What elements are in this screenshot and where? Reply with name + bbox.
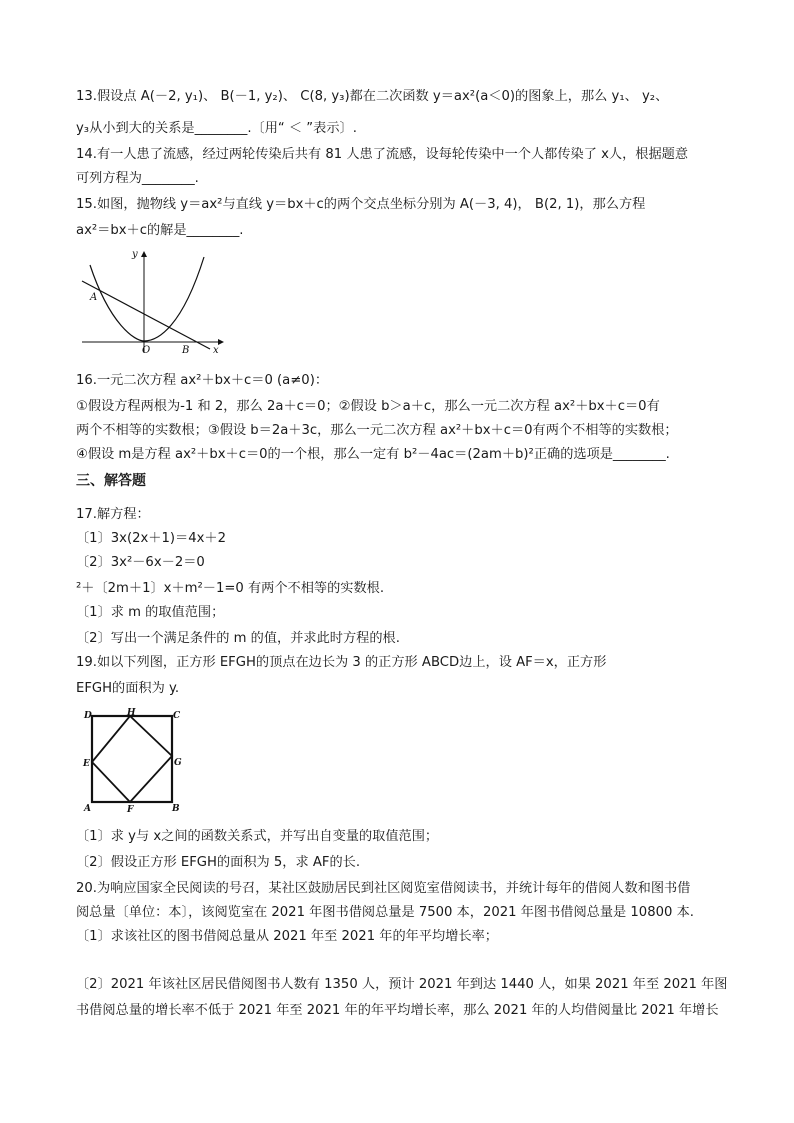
q16-line-1: 16.一元二次方程 ax²＋bx＋c＝0 (a≠0)： <box>76 373 329 388</box>
q15-line-1: 15.如图，抛物线 y＝ax²与直线 y＝bx＋c的两个交点坐标分别为 A(－3, 4)， B(2, 1)，那么方程 <box>76 197 646 212</box>
q16-line-4: ④假设 m是方程 ax²＋bx＋c＝0的一个根，那么一定有 b²－4ac＝(2am＋b)²正确的选项是________. <box>76 447 670 462</box>
section-heading: 三、解答题 <box>76 473 146 489</box>
label-c: C <box>173 711 181 721</box>
q16-line-3: 两个不相等的实数根；③假设 b＝2a＋3c，那么一元二次方程 ax²＋bx＋c＝0有两个不相等的实数根； <box>76 423 678 438</box>
q19-figure <box>82 706 186 814</box>
q14-line-1: 14.有一人患了流感，经过两轮传染后共有 81 人患了流感，设每轮传染中一个人都传染了 x人，根据题意 <box>76 147 689 162</box>
label-h: H <box>127 708 136 718</box>
q19-line-2: EFGH的面积为 y. <box>76 681 180 696</box>
q18-part-2: 〔2〕写出一个满足条件的 m 的值，并求此时方程的根. <box>76 631 400 646</box>
label-a: A <box>84 804 91 814</box>
q17-part-2: 〔2〕3x²－6x－2＝0 <box>76 555 205 570</box>
q19-part-1: 〔1〕求 y与 x之间的函数关系式，并写出自变量的取值范围； <box>76 829 439 844</box>
q18-part-1: 〔1〕求 m 的取值范围； <box>76 605 225 620</box>
q20-part-1: 〔1〕求该社区的图书借阅总量从 2021 年至 2021 年的年平均增长率； <box>76 929 498 944</box>
q20-line-1: 20.为响应国家全民阅读的号召，某社区鼓励居民到社区阅览室借阅读书，并统计每年的借阅人数和图书借 <box>76 881 691 896</box>
q13-line-2: y₃从小到大的关系是________.〔用“ ＜ ”表示〕. <box>76 121 357 136</box>
y-axis-label: y <box>132 249 138 260</box>
origin-label: O <box>142 345 151 355</box>
q20-part-2-line-1: 〔2〕2021 年该社区居民借阅图书人数有 1350 人，预计 2021 年到达 1440 人，如果 2021 年至 2021 年图 <box>76 977 728 992</box>
q14-line-2: 可列方程为________. <box>76 171 199 186</box>
label-e: E <box>83 759 90 769</box>
q18-stem: ²＋〔2m＋1〕x＋m²－1=0 有两个不相等的实数根. <box>76 581 385 596</box>
label-g: G <box>174 758 182 768</box>
point-a-label: A <box>90 292 98 303</box>
q17-title: 17.解方程： <box>76 507 150 522</box>
q15-figure <box>80 245 230 355</box>
label-b: B <box>172 804 180 814</box>
q20-line-2: 阅总量〔单位：本〕，该阅览室在 2021 年图书借阅总量是 7500 本，2021 年图书借阅总量是 10800 本. <box>76 905 694 920</box>
q16-line-2: ①假设方程两根为-1 和 2，那么 2a＋c＝0；②假设 b＞a＋c，那么一元二次方程 ax²＋bx＋c＝0有 <box>76 399 660 414</box>
label-f: F <box>127 805 134 814</box>
point-b-label: B <box>182 345 190 355</box>
q13-line-1: 13.假设点 A(－2, y₁)、 B(－1, y₂)、 C(8, y₃)都在二次函数 y＝ax²(a＜0)的图象上，那么 y₁、 y₂、 <box>76 89 669 104</box>
q19-part-2: 〔2〕假设正方形 EFGH的面积为 5，求 AF的长. <box>76 855 361 870</box>
q19-line-1: 19.如以下列图，正方形 EFGH的顶点在边长为 3 的正方形 ABCD边上，设 AF＝x，正方形 <box>76 655 607 670</box>
x-axis-label: x <box>213 345 219 355</box>
q20-part-2-line-2: 书借阅总量的增长率不低于 2021 年至 2021 年的年平均增长率，那么 2021 年的人均借阅量比 2021 年增长 <box>76 1003 719 1018</box>
q15-line-2: ax²＝bx＋c的解是________. <box>76 223 244 238</box>
q17-part-1: 〔1〕3x(2x＋1)＝4x＋2 <box>76 531 226 546</box>
label-d: D <box>84 711 92 721</box>
